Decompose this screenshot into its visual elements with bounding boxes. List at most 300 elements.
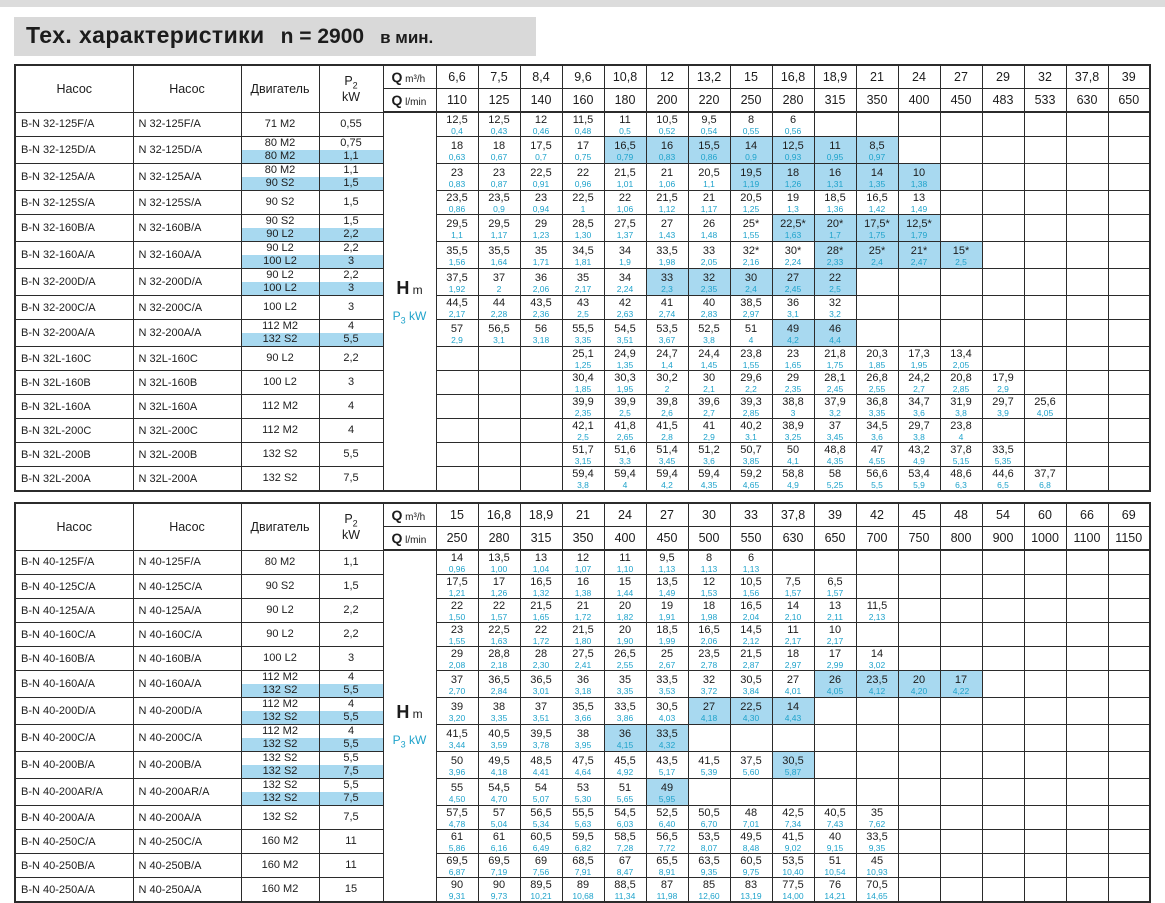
head-value: 30,2 xyxy=(656,372,678,384)
head-value: 35,5 xyxy=(446,244,468,257)
q-m3h-value: 13,2 xyxy=(688,65,730,89)
motor-p2-value: 4 xyxy=(347,424,355,436)
data-cell xyxy=(646,320,688,347)
power-value: 4,65 xyxy=(742,480,760,490)
motor-p2-value: 5,5 xyxy=(320,684,383,697)
p2-value-cell xyxy=(319,395,383,419)
data-cell xyxy=(1024,647,1066,671)
data-cell xyxy=(856,191,898,215)
head-value: 9,5 xyxy=(701,114,717,126)
head-value: 17,5 xyxy=(446,576,468,588)
p2-value-cell xyxy=(319,599,383,623)
data-cell xyxy=(478,164,520,191)
head-value: 37,8 xyxy=(950,444,972,456)
data-cell xyxy=(772,137,814,164)
power-value: 3,67 xyxy=(658,334,676,345)
head-value: 48,6 xyxy=(950,468,972,480)
p3-unit: kW xyxy=(405,733,427,748)
head-value: 30 xyxy=(744,271,758,284)
q-m3h-value: 27 xyxy=(940,65,982,89)
motor-cell xyxy=(241,623,319,647)
data-cell xyxy=(604,320,646,347)
motor-p2-value: 4 xyxy=(347,320,355,332)
head-value: 21,5 xyxy=(614,166,636,179)
head-value: 23 xyxy=(450,166,464,179)
data-cell xyxy=(688,242,730,269)
data-cell xyxy=(604,647,646,671)
data-cell xyxy=(604,242,646,269)
data-cell xyxy=(604,752,646,779)
data-cell xyxy=(730,854,772,878)
pump-name-cell: B-N 40-200B/A xyxy=(15,752,133,779)
data-cell xyxy=(856,878,898,903)
data-cell xyxy=(1024,371,1066,395)
pump-alt-name-cell: N 32-125D/A xyxy=(133,137,241,164)
data-cell xyxy=(646,215,688,242)
head-value: 10,5 xyxy=(656,114,678,126)
power-value: 5,25 xyxy=(826,480,844,490)
q-lmin-value: 315 xyxy=(520,527,562,551)
head-value: 25* xyxy=(868,244,886,257)
power-value: 1,79 xyxy=(910,229,928,240)
power-value: 0,4 xyxy=(451,126,463,136)
data-cell xyxy=(1066,320,1108,347)
data-cell xyxy=(982,830,1024,854)
q-m3h-value: 27 xyxy=(646,503,688,527)
data-cell xyxy=(478,395,520,419)
head-value: 90 xyxy=(492,879,506,891)
head-value: 41,5 xyxy=(446,727,468,740)
head-value: 44 xyxy=(492,297,506,309)
power-value: 2,85 xyxy=(742,408,760,418)
head-value: 39,8 xyxy=(656,396,678,408)
data-cell xyxy=(478,725,520,752)
power-value: 2,08 xyxy=(448,660,466,670)
head-value: 13,5 xyxy=(488,552,510,564)
power-value: 0,93 xyxy=(784,151,802,162)
p3-kw-label: $Р_3$ kW xyxy=(392,733,427,750)
data-cell xyxy=(856,320,898,347)
head-value: 18,5 xyxy=(824,192,846,204)
head-value: 14 xyxy=(450,552,464,564)
data-cell xyxy=(562,467,604,492)
data-cell xyxy=(1024,112,1066,137)
data-cell xyxy=(814,725,856,752)
data-cell xyxy=(1108,725,1150,752)
power-value: 7,91 xyxy=(574,867,592,877)
data-cell xyxy=(478,698,520,725)
head-value: 27,5 xyxy=(572,648,594,660)
power-value: 1,26 xyxy=(490,588,508,598)
head-value: 55,5 xyxy=(572,807,594,819)
head-value: 24,2 xyxy=(908,372,930,384)
data-cell xyxy=(982,599,1024,623)
power-value: 1,65 xyxy=(532,612,550,622)
pump-row xyxy=(15,137,1150,164)
power-value: 4,9 xyxy=(787,480,799,490)
data-cell xyxy=(436,725,478,752)
power-value: 2,5 xyxy=(619,408,631,418)
power-value: 1,90 xyxy=(616,636,634,646)
data-cell xyxy=(940,347,982,371)
data-cell xyxy=(562,698,604,725)
head-value: 89 xyxy=(576,879,590,891)
power-value: 4,22 xyxy=(952,685,970,696)
head-value: 30 xyxy=(702,372,716,384)
p2-value-cell xyxy=(319,347,383,371)
data-cell xyxy=(1024,443,1066,467)
motor-option: 100 L2 xyxy=(242,255,319,268)
p2-value-cell xyxy=(319,320,383,347)
head-value: 42 xyxy=(618,297,632,309)
data-cell xyxy=(730,599,772,623)
data-cell xyxy=(688,575,730,599)
data-cell xyxy=(730,698,772,725)
head-value: 89,5 xyxy=(530,879,552,891)
data-cell xyxy=(982,320,1024,347)
data-cell xyxy=(604,296,646,320)
pump-alt-name-cell: N 32-160A/A xyxy=(133,242,241,269)
q-m3h-value: 18,9 xyxy=(814,65,856,89)
data-cell xyxy=(814,320,856,347)
power-value: 10,40 xyxy=(782,867,804,877)
data-cell xyxy=(898,575,940,599)
data-cell xyxy=(1066,443,1108,467)
data-cell xyxy=(772,467,814,492)
power-value: 4,01 xyxy=(784,685,802,696)
data-cell xyxy=(562,443,604,467)
data-cell xyxy=(478,467,520,492)
data-cell xyxy=(520,725,562,752)
p2-value-cell xyxy=(319,269,383,296)
pump-row xyxy=(15,164,1150,191)
power-value: 1,57 xyxy=(826,588,844,598)
head-value: 51,4 xyxy=(656,444,678,456)
head-value: 23,5 xyxy=(488,192,510,204)
data-cell xyxy=(478,779,520,806)
motor-option: 132 S2 xyxy=(242,792,319,805)
power-value: 4,4 xyxy=(829,334,841,345)
data-cell xyxy=(940,779,982,806)
data-cell xyxy=(520,347,562,371)
motor-option: 132 S2 xyxy=(242,711,319,724)
power-value: 2,67 xyxy=(658,660,676,670)
spec-table-32-series xyxy=(0,64,1165,492)
p2-value-cell xyxy=(319,550,383,575)
head-value: 37,5 xyxy=(740,754,762,767)
data-cell xyxy=(1108,347,1150,371)
head-value: 6 xyxy=(789,114,797,126)
power-value: 1,06 xyxy=(658,178,676,189)
power-value: 14,21 xyxy=(824,891,846,901)
data-cell xyxy=(520,443,562,467)
p3-kw-label: $Р_3$ kW xyxy=(392,308,427,326)
data-cell xyxy=(1024,191,1066,215)
data-cell xyxy=(772,752,814,779)
data-cell xyxy=(1108,830,1150,854)
head-value: 36,8 xyxy=(866,396,888,408)
head-value: 18 xyxy=(786,166,800,179)
head-value: 16 xyxy=(660,139,674,152)
power-value: 9,35 xyxy=(700,867,718,877)
data-cell xyxy=(940,698,982,725)
head-value: 43,2 xyxy=(908,444,930,456)
data-cell xyxy=(688,779,730,806)
q-lmin-value: 1150 xyxy=(1108,527,1150,551)
data-cell xyxy=(604,698,646,725)
motor-p2-value: 15 xyxy=(344,883,358,895)
data-cell xyxy=(1108,806,1150,830)
head-value: 37,7 xyxy=(1034,468,1056,480)
q-m3h-value: 45 xyxy=(898,503,940,527)
power-value: 3,35 xyxy=(616,685,634,696)
head-pressure-label-cell xyxy=(383,112,436,491)
power-value: 0,9 xyxy=(493,204,505,214)
data-cell xyxy=(982,395,1024,419)
head-value: 65,5 xyxy=(656,855,678,867)
h-symbol: H xyxy=(396,702,410,723)
power-value: 2,87 xyxy=(742,660,760,670)
data-cell xyxy=(604,671,646,698)
data-cell xyxy=(730,550,772,575)
pump-row xyxy=(15,242,1150,269)
power-value: 2,65 xyxy=(616,432,634,442)
data-cell xyxy=(562,806,604,830)
data-cell xyxy=(1024,779,1066,806)
q-lmin-value: 630 xyxy=(772,527,814,551)
motor-option: 132 S2 xyxy=(242,333,319,346)
power-value: 1,06 xyxy=(616,204,634,214)
data-cell xyxy=(688,550,730,575)
motor-option: 80 M2 xyxy=(264,137,296,149)
data-cell xyxy=(688,269,730,296)
data-cell xyxy=(1024,854,1066,878)
motor-p2-value: 1,1 xyxy=(320,150,383,163)
power-value: 2,05 xyxy=(700,256,718,267)
motor-cell xyxy=(241,443,319,467)
power-value: 4 xyxy=(958,432,964,442)
data-cell xyxy=(604,269,646,296)
head-value: 27 xyxy=(702,700,716,713)
power-value: 9,15 xyxy=(826,843,844,853)
data-cell xyxy=(814,752,856,779)
head-value: 44,5 xyxy=(446,297,468,309)
motor-cell xyxy=(241,137,319,164)
head-value: 22 xyxy=(450,600,464,612)
power-value: 1,75 xyxy=(826,360,844,370)
data-cell xyxy=(814,419,856,443)
head-value: 23 xyxy=(534,192,548,204)
power-value: 3,1 xyxy=(493,334,505,345)
data-cell xyxy=(520,550,562,575)
head-value: 26 xyxy=(828,673,842,686)
power-value: 0,86 xyxy=(700,151,718,162)
q-lmin-value: 400 xyxy=(604,527,646,551)
q-m3h-value: 60 xyxy=(1024,503,1066,527)
head-value: 41,5 xyxy=(782,831,804,843)
data-cell xyxy=(814,575,856,599)
head-value: 30,3 xyxy=(614,372,636,384)
head-value: 41 xyxy=(702,420,716,432)
power-value: 1,4 xyxy=(661,360,673,370)
power-value: 4,41 xyxy=(532,766,550,777)
data-cell xyxy=(940,137,982,164)
data-cell xyxy=(898,830,940,854)
data-cell xyxy=(982,752,1024,779)
q-lmin-value: 250 xyxy=(436,527,478,551)
head-value: 26 xyxy=(702,217,716,230)
motor-cell xyxy=(241,395,319,419)
head-value: 54 xyxy=(534,781,548,794)
head-value: 61 xyxy=(492,831,506,843)
head-value: 34,5 xyxy=(572,244,594,257)
data-cell xyxy=(982,347,1024,371)
power-value: 2,83 xyxy=(700,309,718,319)
motor-option: 160 M2 xyxy=(261,835,299,847)
power-value: 4 xyxy=(748,334,754,345)
head-value: 34 xyxy=(618,244,632,257)
head-value: 13,4 xyxy=(950,348,972,360)
header-pump: Насос xyxy=(15,65,133,112)
power-value: 0,9 xyxy=(745,151,757,162)
data-cell xyxy=(1066,215,1108,242)
data-cell xyxy=(898,164,940,191)
data-cell xyxy=(772,191,814,215)
data-cell xyxy=(772,830,814,854)
p2-value-cell xyxy=(319,467,383,492)
pump-row xyxy=(15,371,1150,395)
p2-value-cell xyxy=(319,854,383,878)
data-cell xyxy=(940,550,982,575)
data-cell xyxy=(562,550,604,575)
motor-p2-value: 4 xyxy=(347,698,355,710)
q-symbol: Q xyxy=(391,92,403,108)
head-value: 46 xyxy=(828,322,842,335)
data-cell xyxy=(646,830,688,854)
motor-p2-value: 1,1 xyxy=(343,555,359,568)
data-cell xyxy=(940,320,982,347)
data-cell xyxy=(730,647,772,671)
head-value: 20 xyxy=(912,673,926,686)
data-cell xyxy=(562,725,604,752)
data-cell xyxy=(436,164,478,191)
p2-value-cell xyxy=(319,191,383,215)
q-m3h-value: 66 xyxy=(1066,503,1108,527)
data-cell xyxy=(730,191,772,215)
data-cell xyxy=(1024,296,1066,320)
data-cell xyxy=(520,698,562,725)
pump-row xyxy=(15,599,1150,623)
power-value: 3,3 xyxy=(619,456,631,466)
head-value: 22 xyxy=(618,192,632,204)
head-value: 47 xyxy=(870,444,884,456)
head-value: 41,8 xyxy=(614,420,636,432)
data-cell xyxy=(1066,878,1108,903)
power-value: 0,95 xyxy=(826,151,844,162)
head-value: 21* xyxy=(910,244,928,257)
data-cell xyxy=(520,671,562,698)
power-value: 2,06 xyxy=(532,283,550,294)
power-value: 1 xyxy=(580,204,586,214)
pump-alt-name-cell: N 32-125F/A xyxy=(133,112,241,137)
data-cell xyxy=(814,698,856,725)
power-value: 1,00 xyxy=(490,564,508,574)
power-value: 1,80 xyxy=(574,636,592,646)
head-value: 59,2 xyxy=(740,468,762,480)
data-cell xyxy=(562,164,604,191)
h-symbol: H xyxy=(396,277,410,298)
data-cell xyxy=(1108,467,1150,492)
data-cell xyxy=(772,671,814,698)
data-cell xyxy=(730,575,772,599)
data-cell xyxy=(730,215,772,242)
data-cell xyxy=(1108,112,1150,137)
data-cell xyxy=(772,854,814,878)
p2-value-cell xyxy=(319,806,383,830)
head-value: 38,8 xyxy=(782,396,804,408)
data-cell xyxy=(520,779,562,806)
data-cell xyxy=(940,443,982,467)
q-m3h-value: 15 xyxy=(730,65,772,89)
head-value: 30,4 xyxy=(572,372,594,384)
data-cell xyxy=(898,371,940,395)
head-value: 23,5 xyxy=(698,648,720,660)
data-cell xyxy=(1024,725,1066,752)
data-cell xyxy=(688,752,730,779)
head-value: 36 xyxy=(534,271,548,284)
data-cell xyxy=(436,752,478,779)
p2-unit: kW xyxy=(341,528,361,542)
power-value: 1,43 xyxy=(658,229,676,240)
motor-option: 90 L2 xyxy=(266,352,294,364)
motor-option: 90 L2 xyxy=(266,269,294,281)
data-cell xyxy=(1024,575,1066,599)
p2-value-cell xyxy=(319,623,383,647)
head-value: 23,8 xyxy=(740,348,762,360)
head-value: 56,5 xyxy=(488,322,510,335)
head-value: 22 xyxy=(576,166,590,179)
data-cell xyxy=(982,443,1024,467)
data-cell xyxy=(982,296,1024,320)
power-value: 0,86 xyxy=(448,204,466,214)
q-lmin-value: 1100 xyxy=(1066,527,1108,551)
data-cell xyxy=(478,269,520,296)
head-value: 22,5 xyxy=(572,192,594,204)
head-value: 58,5 xyxy=(614,831,636,843)
head-value: 43 xyxy=(576,297,590,309)
power-value: 4,70 xyxy=(490,793,508,804)
power-value: 2,30 xyxy=(532,660,550,670)
p2-value-cell xyxy=(319,215,383,242)
data-cell xyxy=(562,191,604,215)
data-cell xyxy=(1066,806,1108,830)
pump-alt-name-cell: N 32-125S/A xyxy=(133,191,241,215)
pump-spec-table xyxy=(14,502,1151,903)
motor-option: 112 M2 xyxy=(262,424,298,436)
data-cell xyxy=(856,269,898,296)
pump-alt-name-cell: N 32-200D/A xyxy=(133,269,241,296)
data-cell xyxy=(1108,215,1150,242)
head-value: 17,5* xyxy=(864,217,890,230)
data-cell xyxy=(604,395,646,419)
head-value: 35,5 xyxy=(488,244,510,257)
power-value: 5,95 xyxy=(658,793,676,804)
power-value: 5,5 xyxy=(871,480,883,490)
data-cell xyxy=(604,575,646,599)
q-lmin-value: 650 xyxy=(1108,89,1150,113)
power-value: 7,34 xyxy=(784,819,802,829)
power-value: 1,35 xyxy=(616,360,634,370)
